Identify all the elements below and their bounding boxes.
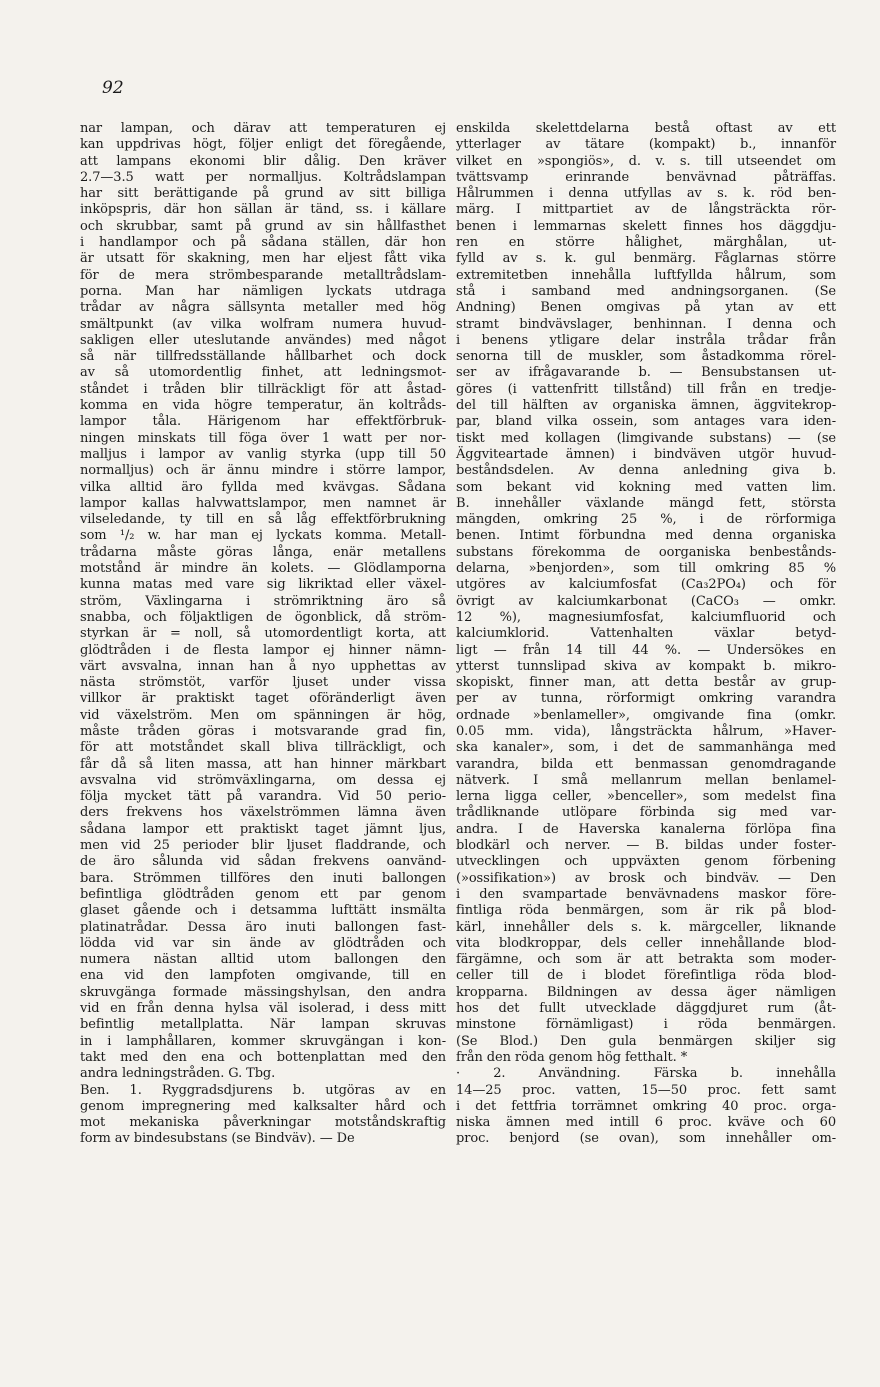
text-line: följa mycket tätt på varandra. Vid 50 perio- [80, 789, 446, 805]
text-line: form av bindesubstans (se Bindväv). — De [80, 1131, 355, 1147]
text-line: 0.05 mm. vida), långsträckta hålrum, »Haver- [456, 723, 836, 739]
text-line: lödda vid var sin ände av glödtråden och [80, 935, 446, 951]
text-line: minstone förnämligast) i röda benmärgen. [456, 1017, 836, 1033]
text-line: kalciumklorid. Vattenhalten växlar betyd- [456, 626, 836, 642]
text-line: inköpspris, där hon sällan är tänd, ss. i källare [80, 202, 446, 218]
text-line: takt med den ena och bottenplattan med den [80, 1049, 446, 1065]
text-line: kunna matas med vare sig likriktad eller växel- [80, 577, 446, 593]
text-line: per av tunna, rörformigt omkring varandra [456, 691, 836, 707]
text-line: benen i lemmarnas skelett finnes hos däggdju- [456, 218, 836, 234]
text-line: glödtråden i de flesta lampor ej hinner nämn- [80, 642, 446, 658]
text-line: så när tillfredsställande hållbarhet och dock [80, 349, 446, 365]
text-line: trådar av några sällsynta metaller med hög [80, 300, 446, 316]
text-line: andra ledningstråden. G. Tbg. [80, 1066, 276, 1082]
text-line: ningen minskats till föga över 1 watt per nor- [80, 430, 446, 446]
text-line: utgöres av kalciumfosfat (Ca₃2PO₄) och för [456, 577, 836, 593]
text-line: övrigt av kalciumkarbonat (CaCO₃ — omkr. [456, 593, 836, 609]
text-line: platinatrådar. Dessa äro inuti ballongen fast- [80, 919, 446, 935]
text-line: (Se Blod.) Den gula benmärgen skiljer sig [456, 1033, 836, 1049]
text-line: som bekant vid kokning med vatten lim. [456, 479, 836, 495]
text-line: styrkan är = noll, så utomordentligt korta, att [80, 626, 446, 642]
text-line: ren en större hålighet, märghålan, ut- [456, 235, 836, 251]
text-line: benen. Intimt förbundna med denna organiska [456, 528, 836, 544]
text-line: sådana lampor ett praktiskt taget jämnt ljus, [80, 821, 446, 837]
text-line: befintlig metallplatta. När lampan skruvas [80, 1017, 446, 1033]
text-line: från den röda genom hög fetthalt. * [456, 1049, 688, 1065]
text-line: för att motståndet skall bliva tillräckligt, och [80, 740, 446, 756]
text-line: extremitetben innehålla luftfyllda hålrum, som [456, 267, 836, 283]
text-line: nar lampan, och därav att temperaturen ej [80, 121, 446, 136]
right-text-column [456, 121, 836, 1148]
text-line: celler till de i blodet förefintliga röda blod- [456, 968, 836, 984]
text-line: vid växelström. Men om spänningen är hög, [80, 707, 446, 723]
text-line: tiskt med kollagen (limgivande substans) — (se [456, 430, 836, 446]
text-line: B. innehåller växlande mängd fett, största [456, 495, 836, 511]
text-line: par, bland vilka ossein, som antages vara iden- [456, 414, 836, 430]
text-line: kärl, innehåller dels s. k. märgceller, liknande [456, 919, 836, 935]
text-line: skruvgänga formade mässingshylsan, den andra [80, 984, 446, 1000]
text-line: av så utomordentlig finhet, att ledningsmot- [80, 365, 446, 381]
text-line: att lampans ekonomi blir dålig. Den kräver [80, 153, 446, 169]
text-line: snabba, och följaktligen de ögonblick, då ström- [80, 609, 446, 625]
text-line: 12 %), magnesiumfosfat, kalciumfluorid och [456, 609, 836, 625]
text-line: i den svampartade benvävnadens maskor före- [456, 886, 836, 902]
text-line: befintliga glödtråden genom ett par genom [80, 886, 446, 902]
text-line: ström, Växlingarna i strömriktning äro så [80, 593, 446, 609]
text-line: måste tråden göras i motsvarande grad fin, [80, 723, 446, 739]
text-line: substans förekomma de oorganiska benbestånds- [456, 544, 836, 560]
text-line: enskilda skelettdelarna bestå oftast av ett [456, 121, 836, 136]
text-line: som ¹/₂ w. har man ej lyckats komma. Metall- [80, 528, 446, 544]
text-line: ytterst tunnslipad skiva av kompakt b. mikro- [456, 658, 836, 674]
text-line: glaset gående och i detsamma lufttätt insmälta [80, 903, 446, 919]
text-line: Hålrummen i denna utfyllas av s. k. röd ben- [456, 186, 836, 202]
text-line: smältpunkt (av vilka wolfram numera huvud- [80, 316, 446, 332]
text-line: utvecklingen och uppväxten genom förbening [456, 854, 836, 870]
left-text-column [80, 121, 446, 1148]
text-line: ligt — från 14 till 44 %. — Undersökes en [456, 642, 836, 658]
text-line: · 2. Användning. Färska b. innehålla [456, 1066, 836, 1082]
text-line: mot mekaniska påverkningar motståndskraftig [80, 1115, 446, 1131]
text-line: fylld av s. k. gul benmärg. Fåglarnas större [456, 251, 836, 267]
text-line: avsvalna vid strömväxlingarna, om dessa ej [80, 772, 446, 788]
page-number: 92 [102, 78, 124, 98]
text-line: villkor är praktiskt taget oföränderligt även [80, 691, 446, 707]
text-line: de äro sålunda vid sådan frekvens oanvänd- [80, 854, 446, 870]
text-line: trådarna måste göras långa, enär metallens [80, 544, 446, 560]
text-line: för de mera strömbesparande metalltrådslam- [80, 267, 446, 283]
text-line: lampor kallas halvwattslampor, men namnet är [80, 495, 446, 511]
text-line: komma en vida högre temperatur, än koltråds- [80, 398, 446, 414]
text-line: genom impregnering med kalksalter hård och [80, 1098, 446, 1114]
text-line: 14—25 proc. vatten, 15—50 proc. fett samt [456, 1082, 836, 1098]
text-line: varandra, bilda ett benmassan genomdragande [456, 756, 836, 772]
text-line: sakligen eller uteslutande användes) med något [80, 332, 446, 348]
text-line: ska kanaler», som, i det de sammanhänga med [456, 740, 836, 756]
text-line: 2.7—3.5 watt per normalljus. Koltrådslampan [80, 169, 446, 185]
text-line: ståndet i tråden blir tillräckligt för att åstad- [80, 381, 446, 397]
text-line: del till hälften av organiska ämnen, äggvitekrop- [456, 398, 836, 414]
text-line: vita blodkroppar, dels celler innehållande blod- [456, 935, 836, 951]
text-line: motstånd är mindre än kolets. — Glödlamporna [80, 561, 446, 577]
text-line: vilseledande, ty till en så låg effektförbrukning [80, 512, 446, 528]
text-line: vilka alltid äro fyllda med kvävgas. Sådana [80, 479, 446, 495]
text-line: delarna, »benjorden», som till omkring 85 % [456, 561, 836, 577]
text-line: får då så liten massa, att han hinner märkbart [80, 756, 446, 772]
text-line: färgämne, och som är att betrakta som moder- [456, 952, 836, 968]
text-line: in i lamphållaren, kommer skruvgängan i kon- [80, 1033, 446, 1049]
text-line: ytterlager av tätare (kompakt) b., innanför [456, 137, 836, 153]
text-line: beståndsdelen. Av denna anledning giva b. [456, 463, 836, 479]
text-line: i benens ytligare delar instråla trådar från [456, 332, 836, 348]
text-line: och skrubbar, samt på grund av sin hållfasthet [80, 218, 446, 234]
text-line: ordnade »benlameller», omgivande fina (omkr. [456, 707, 836, 723]
text-line: vid en från denna hylsa väl isolerad, i dess mitt [80, 1001, 446, 1017]
text-line: (»ossifikation») av brosk och bindväv. — Den [456, 870, 836, 886]
text-line: normalljus) och är ännu mindre i större lampor, [80, 463, 446, 479]
text-line: fintliga röda benmärgen, som är rik på blod- [456, 903, 836, 919]
text-line: trådliknande utlöpare förbinda sig med var- [456, 805, 836, 821]
text-line: Äggviteartade ämnen) i bindväven utgör huvud- [456, 446, 836, 462]
text-line: blodkärl och nerver. — B. bildas under foster- [456, 838, 836, 854]
text-line: senorna till de muskler, som åstadkomma rörel- [456, 349, 836, 365]
text-line: lampor tåla. Härigenom har effektförbruk- [80, 414, 446, 430]
text-line: nätverk. I små mellanrum mellan benlamel- [456, 772, 836, 788]
text-line: i handlampor och på sådana ställen, där hon [80, 235, 446, 251]
text-line: porna. Man har nämligen lyckats utdraga [80, 283, 446, 299]
text-line: är utsatt för skakning, men har eljest fått vika [80, 251, 446, 267]
text-line: skopiskt, finner man, att detta består av grup- [456, 675, 836, 691]
text-line: stramt bindvävslager, benhinnan. I denna och [456, 316, 836, 332]
text-line: malljus i lampor av vanlig styrka (upp till 50 [80, 446, 446, 462]
text-line: stå i samband med andningsorganen. (Se [456, 283, 836, 299]
text-line: tvättsvamp erinrande benvävnad påträffas. [456, 169, 836, 185]
text-line: värt avsvalna, innan han å nyo upphettas av [80, 658, 446, 674]
text-line: Ben. 1. Ryggradsdjurens b. utgöras av en [80, 1082, 446, 1098]
text-line: vilket en »spongiös», d. v. s. till utseendet om [456, 153, 836, 169]
text-line: nästa strömstöt, varför ljuset under vissa [80, 675, 446, 691]
text-line: göres (i vattenfritt tillstånd) till från en tredje- [456, 381, 836, 397]
text-line: numera nästan alltid utom ballongen den [80, 952, 446, 968]
text-line: märg. I mittpartiet av de långsträckta rör- [456, 202, 836, 218]
text-line: hos det fullt utvecklade däggdjuret rum (åt- [456, 1001, 836, 1017]
text-line: bara. Strömmen tillföres den inuti ballongen [80, 870, 446, 886]
text-line: i det fettfria torrämnet omkring 40 proc. orga- [456, 1098, 836, 1114]
text-line: niska ämnen med intill 6 proc. kväve och 60 [456, 1115, 836, 1131]
text-line: andra. I de Haverska kanalerna förlöpa fina [456, 821, 836, 837]
text-line: ser av ifrågavarande b. — Bensubstansen ut- [456, 365, 836, 381]
text-line: lerna ligga celler, »benceller», som medelst fina [456, 789, 836, 805]
text-line: ders frekvens hos växelströmmen lämna även [80, 805, 446, 821]
text-line: kan uppdrivas högt, följer enligt det föregående, [80, 137, 446, 153]
text-line: mängden, omkring 25 %, i de rörformiga [456, 512, 836, 528]
text-line: men vid 25 perioder blir ljuset fladdrande, och [80, 838, 446, 854]
text-line: kropparna. Bildningen av dessa äger nämligen [456, 984, 836, 1000]
text-line: har sitt berättigande på grund av sitt billiga [80, 186, 446, 202]
text-line: Andning) Benen omgivas på ytan av ett [456, 300, 836, 316]
text-line: ena vid den lampfoten omgivande, till en [80, 968, 446, 984]
text-line: proc. benjord (se ovan), som innehåller om- [456, 1131, 836, 1147]
